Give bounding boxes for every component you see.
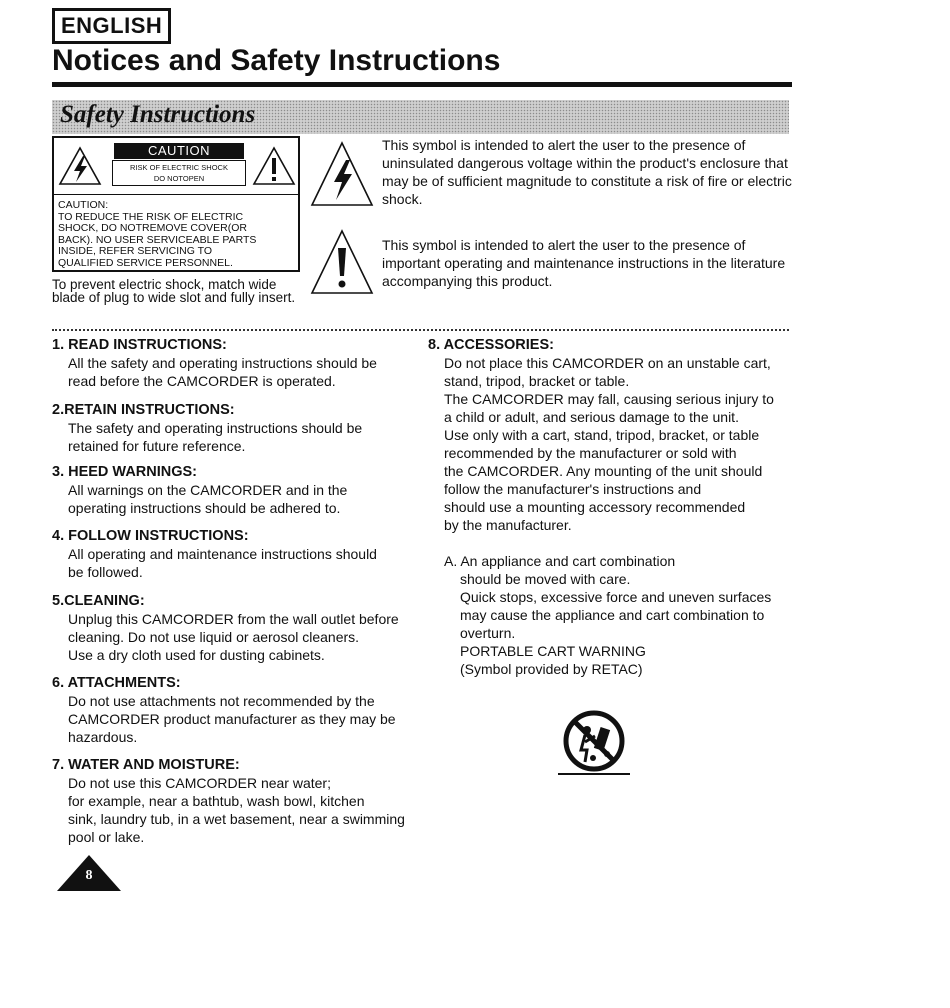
caution-subtext xyxy=(112,160,246,186)
page-number: 8 xyxy=(85,868,93,883)
language-label: ENGLISH xyxy=(52,8,171,44)
section-banner xyxy=(52,100,789,134)
instruction-heading: 8. ACCESSORIES: xyxy=(428,337,554,353)
instruction-item xyxy=(52,463,432,517)
instruction-item xyxy=(52,336,432,390)
instruction-heading: 3. HEED WARNINGS: xyxy=(52,464,198,480)
cart-note-heading: A. An appliance and cart combination xyxy=(444,553,676,569)
instruction-body: The safety and operating instructions should be retained for future reference. xyxy=(68,420,363,454)
instruction-item xyxy=(52,592,432,664)
caution-sub-line2: DO NOTOPEN xyxy=(153,174,205,183)
lightning-symbol-text: This symbol is intended to alert the user to the presence of uninsulated dangerous voltage within the product's enclosure that may be of sufficient magnitude to constitute a risk of fire or electric shock. xyxy=(382,137,792,207)
page-title: Notices and Safety Instructions xyxy=(52,44,501,77)
instruction-body: Do not place this CAMCORDER on an unstable cart, stand, tripod, bracket or table. The CAMCORDER may fall, causing serious injury to a child or adult, and serious damage to the unit. Use only with a cart, stand, tripod, bracket, or table recommended by the manufacturer or sold with the CAMCORDER. Any mounting of the unit should follow the manufacturer's instructions and should use a mounting accessory recommended by the manufacturer. xyxy=(444,355,774,533)
exclamation-symbol-icon xyxy=(310,228,374,296)
instruction-item xyxy=(52,527,432,581)
cart-icon-baseline xyxy=(558,773,630,775)
lightning-symbol-icon xyxy=(310,140,374,208)
caution-body-text: CAUTION: TO REDUCE THE RISK OF ELECTRIC SHOCK, DO NOTREMOVE COVER(OR BACK). NO USER SERVICEABLE PARTS INSIDE, REFER SERVICING TO QUALIFIED SERVICE PERSONNEL. xyxy=(58,199,257,269)
dotted-divider xyxy=(52,329,789,331)
cart-note-body: should be moved with care. Quick stops, excessive force and uneven surfaces may cause the appliance and cart combination to overturn. PORTABLE CART WARNING (Symbol provided by RETAC) xyxy=(460,571,772,677)
plug-note: To prevent electric shock, match wide blade of plug to wide slot and fully insert. xyxy=(52,277,296,305)
instruction-item xyxy=(428,336,798,534)
section-title: Safety Instructions xyxy=(60,101,256,128)
instruction-body: Do not use attachments not recommended by the CAMCORDER product manufacturer as they may be hazardous. xyxy=(68,693,396,745)
caution-title: CAUTION xyxy=(114,143,244,159)
lightning-warning-icon xyxy=(58,146,102,186)
exclamation-warning-icon xyxy=(252,146,296,186)
instruction-item xyxy=(52,401,432,455)
caution-label-box xyxy=(52,136,300,272)
instruction-heading: 6. ATTACHMENTS: xyxy=(52,675,181,691)
instruction-heading: 7. WATER AND MOISTURE: xyxy=(52,757,240,773)
exclamation-symbol-text: This symbol is intended to alert the user to the presence of important operating and maintenance instructions in the literature accompanying this product. xyxy=(382,237,786,289)
instruction-body: All operating and maintenance instructions should be followed. xyxy=(68,546,377,580)
portable-cart-warning-icon xyxy=(563,710,625,772)
instruction-heading: 5.CLEANING: xyxy=(52,593,145,609)
instruction-item xyxy=(52,756,432,846)
instruction-heading: 2.RETAIN INSTRUCTIONS: xyxy=(52,402,235,418)
instruction-body: All warnings on the CAMCORDER and in the operating instructions should be adhered to. xyxy=(68,482,348,516)
caution-sub-line1: RISK OF ELECTRIC SHOCK xyxy=(130,163,228,172)
instruction-heading: 4. FOLLOW INSTRUCTIONS: xyxy=(52,528,249,544)
instruction-body: All the safety and operating instructions should be read before the CAMCORDER is operated. xyxy=(68,355,377,389)
title-rule xyxy=(52,82,792,87)
caution-separator xyxy=(54,194,298,195)
instruction-body: Unplug this CAMCORDER from the wall outlet before cleaning. Do not use liquid or aerosol cleaners. Use a dry cloth used for dusting cabinets. xyxy=(68,611,399,663)
instruction-body: Do not use this CAMCORDER near water; for example, near a bathtub, wash bowl, kitchen sink, laundry tub, in a wet basement, near a swimming pool or lake. xyxy=(68,775,405,845)
instruction-item xyxy=(52,674,432,746)
instruction-heading: 1. READ INSTRUCTIONS: xyxy=(52,337,227,353)
